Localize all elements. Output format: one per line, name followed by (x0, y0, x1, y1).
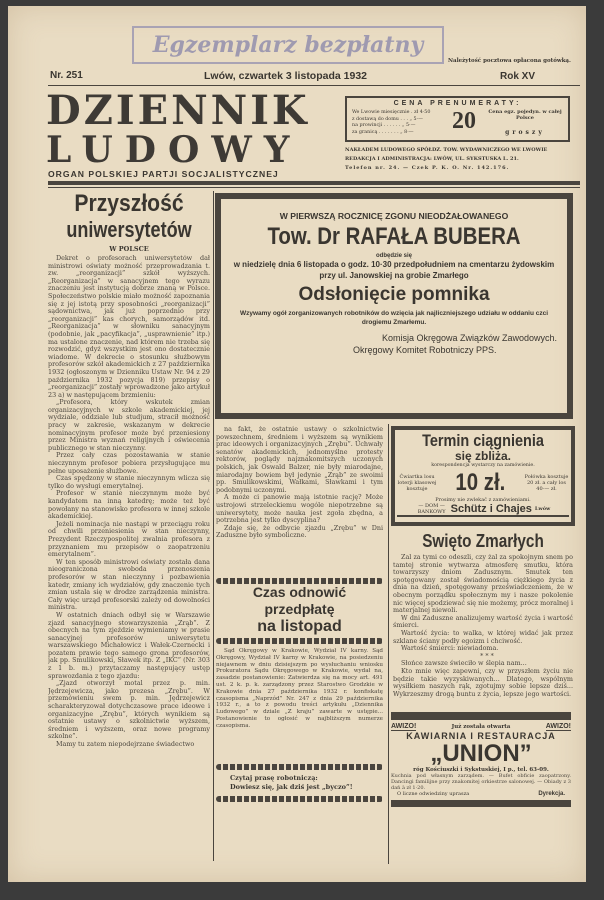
year: Rok XV (500, 71, 536, 82)
masthead-subtitle: ORGAN POLSKIEJ PARTJI SOCJALISTYCZNEJ (48, 169, 279, 179)
newspaper-page (8, 6, 586, 882)
single-copy-price: 20 (452, 108, 476, 134)
article-subtitle: W POLSCE (109, 245, 149, 253)
chain-border (216, 796, 383, 802)
masthead-line1: DZIENNIK (46, 87, 310, 134)
article-all-souls: Swięto Zmarłych Żal za tymi co odeszli, czy żal za spokojnym snem po tamtej stronie wytwarza atmosferę smutku, która towarzyszy dniom Zadusznym. Smutek ten spotęgowany został świadomością ciężkiego życia z dnia na dzień, spotęgowany przeświadczeniem, że w obecnym porządku społecznym my i nasze pokolenie nic więcej spodziewać się nie możemy, prócz moralnej i materjalnej niewoli. W dni Zaduszne analizujemy wartość życia i wartość śmierci. Wartość życia: to walka, w której widać jak przez szklane ściany podły egoizm i chciwość. Wartość śmierci: niewiadoma. * * * Słońce zawsze świeciło w ślepia nam... Kto mnie więc zapewni, czy w przyszłem życiu nie będzie takie wyzyskiwanych... Dlatego, wspólnym wysiłkiem naszych rąk, zgotujmy sobie lepsze dziś... Wykrzeszmy drogą buntu z życia, lepsze jego wartości. (393, 531, 573, 698)
article-universities (48, 191, 210, 871)
issue-number: Nr. 251 (50, 70, 83, 81)
article-body: Dekret o profesorach uniwersytetów dał ministrowi oświaty możność przeprowadzania t. zw. „reorganizacji” szkół wyższych. „Reorganizacja” w sanacyjnem tego wyrazu znaczeniu jest instytucją dobrze znaną w Polsce. Społeczeństwo polskie miało możność zapoznania się z jej istotą przy sposobności „reorganizacji” sądownictwa, jak już poprzednio przy „reorganizacji” kas chorych, samorządów itd. „Reorganizacja” w słowniku sanacyjnym (podobnie, jak „pacyfikacja”, „usprawnienie” itp.) ma ustalone znaczenie, nad którem nie trzeba się rozwodzić, gdyż wszystkim jest ono dostatecznie wiadome. W dekrecie o stosunku służbowym profesorów szkół akademickich z 27 października 1932 (ogłoszonym w Dzienniku Ustaw Nr. 94 z 29 października 1932 pozycja 819) przepisy o „reorganizacji” zostały wprowadzone jako artykuł 23 a) w następującem brzmieniu: „Profesora, który wskutek zmian organizacyjnych w szkole akademickiej, jej wydziale, oddziale lub studjum, stracił możność pracy w zakresie, wskazanym w dekrecie nominacyjnym profesor może być przeniesiony przez Ministra wyznań religijnych i oświecenia publicznego w stan nieczynny. Przez cały czas pozostawania w stanie nieczynnym profesor pobiera przysługujące mu pełne uposażenie służbowe. Czas spędzony w stanie nieczynnym wlicza się tylko do wysługi emerytalnej. Profesor w stanie nieczynnym może być kandydatem na inną katedrę; może też być powołany na stanowisko profesora w innej szkole akademickiej. Jeżeli nominacja nie nastąpi w przeciągu roku od chwili przeniesienia w stan nieczynny, Prezydent Rzeczypospolitej zwalnia profesora z przyznaniem mu przepisów o zaopatrzeniu emerytalnem”. W ten sposób ministrowi oświaty została dana nieograniczona swoboda przenoszenia profesorów w stan nieczynny i pozbawienia katedr, zmiany ich wydziałów, gdy znaczenie tych zmian ustala się w drodze zarządzenia ministra. Cały więc urząd profesorski zależy od dowolności ministra. W ostatnich dniach odbył się w Warszawie zjazd sanacyjnego stowarzyszenia „Zrąb”. Z obecnych na tym zjeździe wymieniamy w prasie sanacyjnej profesorów uniwersytetu warszawskiego Michałowicz i Wałek-Czernecki i pozatem prawie tego samego grona profesorów, jak pp. Smulikowski, Sławek itp. Z „IKC” (Nr. 303 z 1 b. m.) przytaczamy następujący ustęp sprawozdania z tego zjazdu: „Zjazd otworzył motal przez p. min. Jędrzejewicza, jako prezesa „Zrębu”. W przemówieniu swem p. min. Jędrzejewicz scharakteryzował dotychczasowe prace ideowe i organizacyjne „Zrębu”, których wynikiem są ostatnie ustawy o szkolnictwie wyższem, średniem i wyższem, oraz nowe programy szkolne”. Mamy tu zatem niepodejrzane świadectwo (48, 255, 210, 748)
article-title: Przyszłość (74, 190, 184, 217)
single-copy-note: Cena egz. pojedyn. w całej Polsce (488, 109, 562, 121)
issue-date: Lwów, czwartek 3 listopada 1932 (204, 70, 368, 82)
price-rows: We Lwowie miesięcznie . zł 4·50 z dostawą do domu . . . „ 5·— na prowincji . . . . . . „ 5·— za granicą . . . . . . . „ 8·— (352, 110, 431, 135)
lottery-ad: Termin ciągnienia się zbliża. korespondencja wystarczy na zamówienie. Ćwiartka losu loterji klasowej kosztuje 10 zł. Połówka kosztuje 20 zł. a cały los 40·— zł. Prosimy nie zwlekać z zamówieniami. — DOM — BANKOWY Schütz i Chajes Lwów (391, 426, 575, 526)
publisher-info: NAKŁADEM LUDOWEGO SPÓŁDZ. TOW. WYDAWNICZEGO WE LWOWIE REDAKCJA I ADMINISTRACJA: LWÓW, UL. SYKSTUSKA L. 21. Telefon nr. 24. — Czek P. K. O. Nr. 142.176. (345, 147, 548, 171)
subscription-notice: Czas odnowić przedpłatę na listopad Sąd Okręgowy w Krakowie, Wydział IV karny. Sąd Okręgowy, Wydział IV karny w Krakowie, na posiedzeniu niejawnem w dniu dzisiejszym po wysłuchaniu wniosku Prokuratora Sądu Okręgowego w Krakowie, wydał na, zasadzie postanowienie: Zatwierdza się na mocy art. 491 ust. 2 k. p. k. zarządzony przez Starostwo Grodzkie w Krakowie dnia 27 października 1932 r. konfiskatę czasopisma „Naprzód” Nr. 247 z dnia 29 października 1932 r., a to z powodu treści artykułu „Dziennika Ludowego” w dziale „Z kraju” zawarte w ustępie... Postanowienie to ogłosić w najbliższym numerze czasopisma. Czytaj prasę robotniczą: Dowiesz się, jak dziś jest „byczo”! (216, 578, 383, 802)
price-unit: groszy (505, 129, 545, 136)
article-universities-continued: na fakt, że ostatnie ustawy o szkolnictwie powszechnem, średniem i wyższem są wynikiem prac ideowych i organizacyjnych „Zrębu”. Uchwały senatów akademickich, jednomyślne protesty rektorów, poglądy najznakomitszych uczonych polskich, jak Oswald Balzer, nie były miarodajne, miarodajny bowiem był jedynie „Zrąb” ze swoimi pp. Smulikowskimi, Wałkami, Sławkami i tym podobnymi uczonymi. A może ci panowie mają istotnie rację? Może ustrojowi strzeleckiemu wogóle niepotrzebne są uniwersytety, może nauka jest zgoła zbędna, a potrzebna jest tylko dyscyplina? Zdaje się, że odbycie zjazdu „Zrębu” w Dni Zaduszne było symboliczne. (216, 426, 383, 540)
union-cafe-ad: AWIZO! Już została otwarta AWIZO! KAWIARNIA I RESTAURACJA „UNION” róg Kościuszki i Sykstuskiej, I p., tel. 63-09. Kuchnia pod własnym zarządem. — Bufet obficie zaopatrzony. Dancingi familijne przy znakomitej orkiestrze salonowej. — Obiady z 3 dań à zł 1·20. O liczne odwiedziny uprasza Dyrekcja. (391, 712, 571, 807)
price-box: CENA PRENUMERATY: We Lwowie miesięcznie . zł 4·50 z dostawą do domu . . . „ 5·— na prowincji . . . . . . „ 5·— za granicą . . . . . . . „ 8·— 20 Cena egz. pojedyn. w całej Polsce groszy (345, 96, 570, 142)
postage-note: Należytość pocztowa opłacona gotówką. (448, 58, 571, 64)
free-copy-stamp: Egzemplarz bezpłatny (132, 26, 444, 64)
memorial-announcement: W PIERWSZĄ ROCZNICĘ ZGONU NIEODŻAŁOWANEGO Tow. Dr RAFAŁA BUBERA odbędzie się w niedzielę dnia 6 listopada o godz. 10·30 przedpołudniem na cmentarzu żydowskim przy ul. Janowskiej na grobie Zmarłego Odsłonięcie pomnika Wzywamy ogół zorganizowanych robotników do wzięcia jak najliczniejszego udziału w oddaniu czci drogiemu Zmarłemu. Komisja Okręgowa Związków Zawodowych. Okręgowy Komitet Robotniczy PPS. (215, 193, 573, 419)
masthead-line2: LUDOWY (46, 129, 302, 171)
article-title: uniwersytetów (66, 217, 192, 242)
chain-border (216, 638, 383, 644)
